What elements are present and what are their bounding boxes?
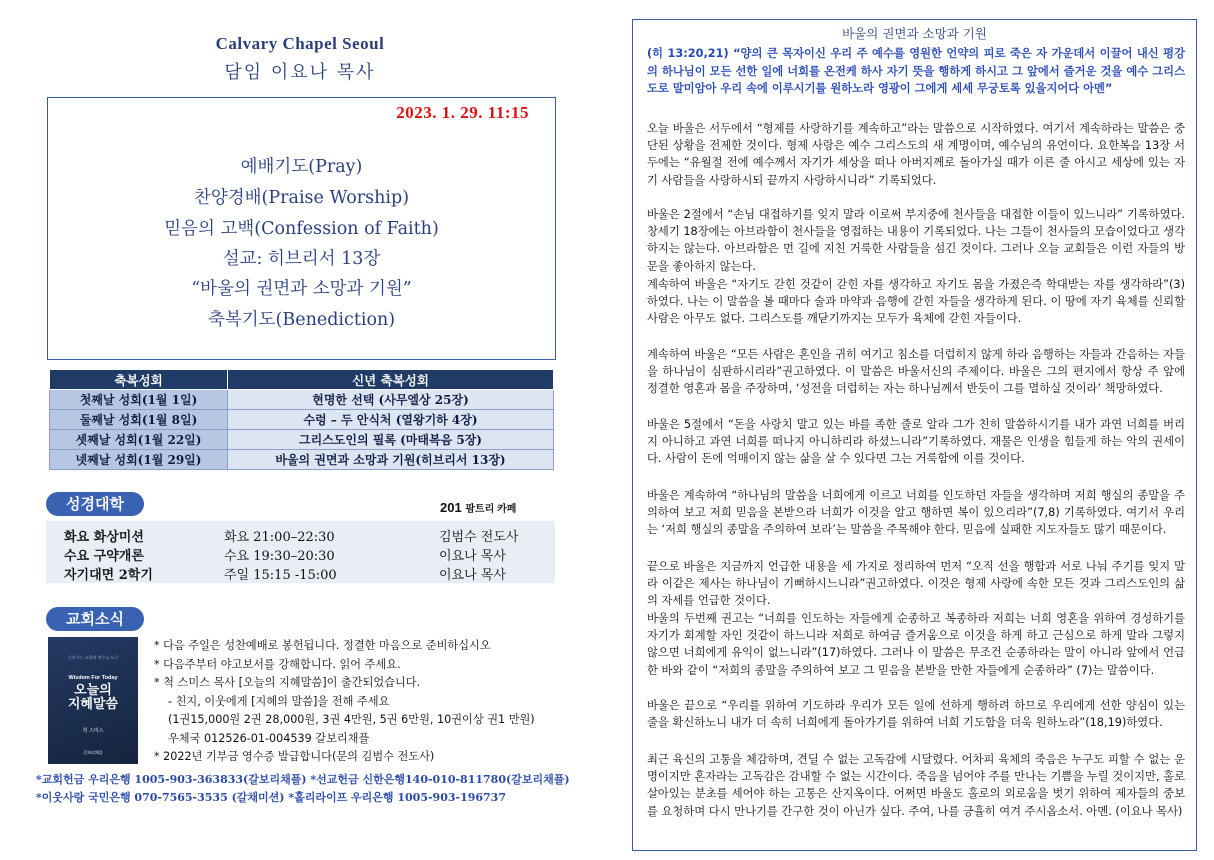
study-time: 수요 19:30–20:30 <box>224 549 335 564</box>
table-row <box>50 450 554 470</box>
study-leader: 이요나 목사 <box>439 549 506 564</box>
offering-accounts-line1: *교회헌금 우리은행 1005-903-363833(갈보리채플) *선교헌금 신한은행140-010-811780(갈보리채플) <box>36 773 570 786</box>
sermon-paragraph: 바울은 끝으로 “우리를 위하여 기도하라 우리가 모든 일에 선하게 행하려 하므로 우리에게 선한 양심이 있는 줄을 확신하노니 내가 더 속히 너희에게 돌아가기를 위하여 너희 기도함을 더욱 원하노라”(18,19)하였다. <box>647 699 1185 730</box>
worship-date: 2023. 1. 29. 11:15 <box>396 103 529 122</box>
book-author: 척 스미스 <box>82 728 104 734</box>
news-item: - 친지, 이웃에게 [지혜의 말씀]을 전해 주세요 <box>168 694 390 708</box>
order-item: “바울의 권면과 소망과 기원” <box>191 279 412 299</box>
study-name: 자기대면 2학기 <box>64 568 153 583</box>
table-cell: 현명한 선택 (사무엘상 25장) <box>228 390 554 410</box>
sermon-paragraph: 바울의 두번째 권고는 “너희를 인도하는 자들에게 순종하고 복종하라 저희는 너희 영혼을 위하여 경성하기를 자기가 회계할 자인 것같이 하느니라 저희로 하여금 즐거움으로 이것을 하게 하고 근심으로 하게 말라 그렇지 않으면 너희에게 유익이 없느니라”(17)하였다. 그러나 이 말씀은 무조건 순종하라는 말이 아니라 앞에서 언급한 바와 같이 “저희의 종말을 주의하여 보고 그 믿음을 본받을 만한 자들에게 순종하라” (7)는 말씀이다. <box>647 612 1185 677</box>
sermon-paragraph: 최근 육신의 고통을 체감하며, 견딜 수 없는 고독감에 시달렸다. 어차피 육체의 죽음은 누구도 피할 수 없는 운명이지만 혼자라는 고독감은 감내할 수 없는 시간이다. 죽음을 넘어야 주를 만나는 기쁨을 누릴 것이지만, 홀로 살아있는 분초를 세어야 하는 고통은 산지옥이다. 어쩌면 바울도 홀로의 외로움을 벗기 위하여 제자들의 중보를 요청하며 다시 만나기를 간구한 것이 아닌가 싶다. 주여, 나를 긍휼히 여겨 주시옵소서. 아멘. (이요나 목사) <box>647 753 1185 818</box>
table-row <box>50 430 554 450</box>
table-cell: 셋째날 성회(1월 22일) <box>50 430 228 450</box>
room-name: 팜트리 카페 <box>465 504 517 515</box>
table-header-row <box>50 370 554 390</box>
order-item: 축복기도(Benediction) <box>207 310 396 330</box>
offering-accounts-line2: *이웃사랑 국민은행 070-7565-3535 (갈채미션) *홀리라이프 우리은행 1005-903-196737 <box>36 791 506 804</box>
sermon-box <box>632 19 1197 851</box>
section-title-bible-college: 성경대학 <box>46 492 144 516</box>
services-table <box>49 369 554 470</box>
section-title-church-news: 교회소식 <box>46 607 144 631</box>
order-item: 믿음의 고백(Confession of Faith) <box>164 219 439 239</box>
table-header: 축복성회 <box>50 370 228 390</box>
book-title: 오늘의 지혜말씀 <box>67 683 119 712</box>
book-publisher: 갈보리채플 <box>83 750 103 755</box>
study-time: 화요 21:00–22:30 <box>224 530 335 545</box>
study-row <box>46 526 555 546</box>
order-item: 설교: 히브리서 13장 <box>222 249 381 269</box>
table-cell: 그리스도인의 필록 (마태복음 5장) <box>228 430 554 450</box>
room-number: 201 <box>440 500 462 515</box>
sermon-paragraph: 계속하여 바울은 “모든 사람은 혼인을 귀히 여기고 침소를 더럽히지 않게 하라 음행하는 자들과 간음하는 자들을 하나님이 심판하시리라”권고하였다. 이 말씀은 바울서신의 주제이다. 바울은 그의 편지에서 항상 주 앞에 정결한 영혼과 몸을 주장하며, ‘성전을 더럽히는 자는 하나님께서 반듯이 그를 멸하실 것이라’ 책망하였다. <box>647 348 1185 396</box>
book-top-text: 죽어가는 교회에 예수님 도구 <box>67 655 119 660</box>
table-cell: 수렁 – 두 안식처 (열왕기하 4장) <box>228 410 554 430</box>
sermon-paragraph: 바울은 5절에서 “돈을 사랑치 말고 있는 바를 족한 줄로 알라 그가 친히 말씀하시기를 내가 과연 너희를 버리지 아니하고 과연 너희를 떠나지 아니하리라 하셨느니라”기록하였다. 재물은 인생을 힘들게 하는 악의 권세이다. 사람이 돈에 억매이지 않는 삶을 살 수 있다면 그는 거룩함에 이를 것이다. <box>647 418 1185 466</box>
study-name: 수요 구약개론 <box>64 549 144 564</box>
table-cell: 첫째날 성회(1월 1일) <box>50 390 228 410</box>
study-name: 화요 화상미션 <box>64 530 144 545</box>
order-item: 찬양경배(Praise Worship) <box>193 188 410 208</box>
sermon-paragraph: 바울은 계속하여 “하나님의 말씀을 너희에게 이르고 너희를 인도하던 자들을 생각하며 저희 행실의 종말을 주의하여 보고 저희 믿음을 본받으라 너희가 이것을 알고 행하면 복이 있으리라”(7,8) 기록하였다. 여기서 우리는 ‘저희 행실의 종말을 주의하여 보라’는 말씀을 주목해야 한다. 믿음에 실패한 지도자들도 많기 때문이다. <box>647 489 1185 537</box>
sermon-paragraph: 오늘 바울은 서두에서 “형제를 사랑하기를 계속하고”라는 말씀으로 시작하였다. 여기서 계속하라는 말씀은 중단된 상황을 전제한 것이다. 형제 사랑은 예수 그리스도의 새 계명이며, 예수님의 유언이다. 요한복음 13장 서두에는 “유월절 전에 예수께서 자기가 세상을 떠나 아버지께로 돌아가실 때가 이른 줄 아시고 세상에 있는 자기 사람들을 사랑하시되 끝까지 사랑하시니라” 기록되었다. <box>647 122 1185 187</box>
news-list <box>154 637 554 767</box>
study-row <box>46 545 555 565</box>
study-time: 주일 15:15 -15:00 <box>224 568 337 583</box>
sermon-scripture: (히 13:20,21) “양의 큰 목자이신 우리 주 예수를 영원한 언약의 피로 죽은 자 가운데서 이끌어 내신 평강의 하나님이 모든 선한 일에 너희를 온전케 하사 자기 뜻을 행하게 하시고 그 앞에서 즐거운 것을 예수 그리스도로 말미암아 우리 속에 이루시기를 원하노라 영광이 그에게 세세 무궁토록 있을지어다 아멘” <box>647 47 1185 95</box>
news-item: * 척 스미스 목사 [오늘의 지혜말씀]이 출간되었습니다. <box>154 676 421 689</box>
news-item: * 다음주부터 야고보서를 강해합니다. 읽어 주세요. <box>154 657 401 671</box>
room-label <box>440 500 516 515</box>
sermon-paragraph: 계속하여 바울은 “자기도 갇힌 것같이 갇힌 자를 생각하고 자기도 몸을 가졌은즉 학대받는 자를 생각하라”(3)하였다. 나는 이 말씀을 볼 때마다 술과 마약과 음행에 갇힌 자들을 생각하게 된다. 이 땅에 자기 육체를 신뢰할 사람은 아무도 없다. 그리스도를 깨닫기까지는 모두가 육체에 갇힌 자들이다. <box>647 278 1185 326</box>
table-cell: 넷째날 성회(1월 29일) <box>50 450 228 470</box>
book-cover-image <box>48 637 138 764</box>
sermon-paragraph: 끝으로 바울은 지금까지 언급한 내용을 세 가지로 정리하여 먼저 “오직 선을 행함과 서로 나눠 주기를 잊지 말라 이같은 제사는 하나님이 기뻐하시느니라”권고하였다. 이것은 형제 사랑에 속한 모든 것과 그리스도인의 삶의 자세를 언급한 것이다. <box>647 560 1185 608</box>
table-cell: 둘째날 성회(1월 8일) <box>50 410 228 430</box>
worship-order-box <box>47 97 556 360</box>
book-english-title: Wisdom For Today <box>68 675 118 681</box>
church-name: Calvary Chapel Seoul <box>215 34 385 53</box>
table-row <box>50 390 554 410</box>
table-header: 신년 축복성회 <box>228 370 554 390</box>
study-row <box>46 564 555 584</box>
sermon-paragraph: 바울은 2절에서 “손님 대접하기를 잊지 말라 이로써 부지중에 천사들을 대접한 이들이 있느니라” 기록하였다. 창세기 18장에는 아브라함이 천사들을 영접하는 내용이 기록되었다. 나는 그들이 천사들의 모습이었다고 생각하지는 않는다. 아브라함은 먼 길에 지친 거룩한 사람들을 섬긴 것이다. 그러나 오늘 교회들은 이런 자들의 방문을 좋아하지 않는다. <box>647 208 1185 273</box>
sermon-title: 바울의 권면과 소망과 기원 <box>842 26 987 41</box>
news-item: * 다음 주일은 성찬예배로 봉헌됩니다. 정결한 마음으로 준비하십시오 <box>154 639 491 652</box>
study-leader: 김범수 전도사 <box>439 530 519 545</box>
news-item: 우체국 012526-01-004539 갈보리채플 <box>168 731 370 745</box>
order-item: 예배기도(Pray) <box>240 157 363 177</box>
news-item: * 2022년 기부금 영수증 발급합니다(문의 김범수 전도사) <box>154 750 435 763</box>
study-leader: 이요나 목사 <box>439 568 506 583</box>
table-cell: 바울의 권면과 소망과 기원(히브리서 13장) <box>228 450 554 470</box>
news-item: (1권15,000원 2권 28,000원, 3권 4만원, 5권 6만원, 10권이상 권1 만원) <box>168 713 535 726</box>
pastor-name: 담임 이요나 목사 <box>224 62 376 83</box>
table-row <box>50 410 554 430</box>
